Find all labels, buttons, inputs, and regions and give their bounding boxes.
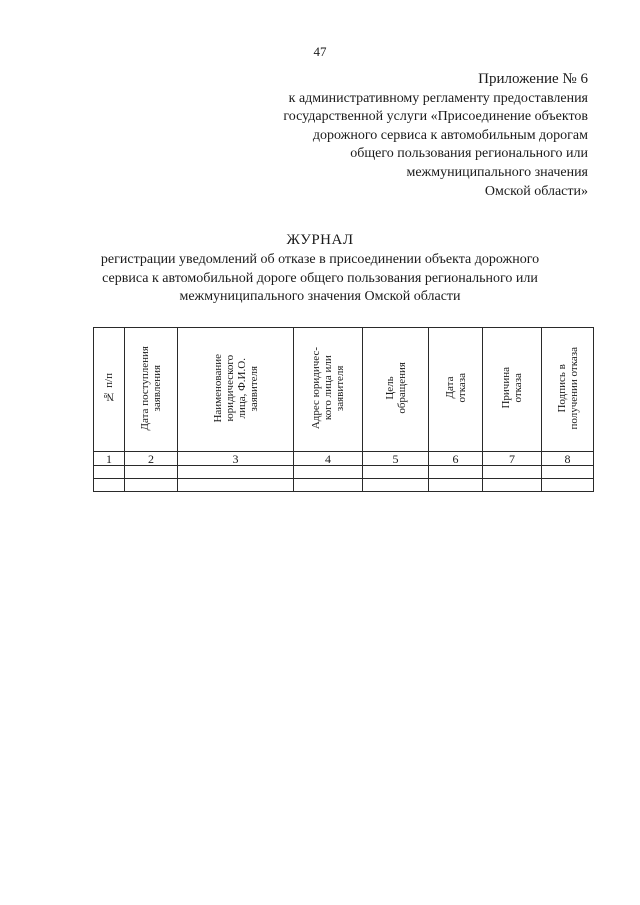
table-header-row	[94, 328, 594, 452]
table-cell	[178, 466, 294, 479]
column-number-cell: 2	[125, 452, 178, 466]
appendix-line: межмуниципального значения	[406, 164, 588, 180]
column-number-cell: 4	[294, 452, 363, 466]
table-cell	[125, 479, 178, 492]
table-cell	[125, 466, 178, 479]
table-cell	[483, 466, 542, 479]
table-cell	[178, 479, 294, 492]
table-header-cell	[429, 328, 483, 452]
table-cell	[294, 479, 363, 492]
appendix-block	[228, 70, 588, 201]
table-header-cell	[94, 328, 125, 452]
column-number-cell: 7	[483, 452, 542, 466]
header-number: № п/п	[103, 373, 115, 403]
table-cell	[94, 466, 125, 479]
journal-subtitle-line: межмуниципального значения Омской области	[179, 289, 461, 305]
table-cell	[94, 479, 125, 492]
header-refusal-reason: Причина отказа	[500, 367, 524, 409]
appendix-line: дорожного сервиса к автомобильным дорогам	[312, 127, 588, 143]
table-header-cell	[294, 328, 363, 452]
table-row	[94, 466, 594, 479]
header-purpose: Цель обращения	[383, 362, 408, 414]
page-number: 47	[313, 44, 327, 59]
journal-subtitle-line: сервиса к автомобильной дороге общего пользования регионального или	[102, 270, 538, 286]
table-cell	[542, 479, 594, 492]
table-cell	[363, 466, 429, 479]
appendix-line: общего пользования регионального или	[350, 146, 588, 162]
table-cell	[483, 479, 542, 492]
appendix-title: Приложение № 6	[478, 71, 588, 87]
journal-heading: ЖУРНАЛ	[286, 232, 354, 248]
header-applicant-address: Адрес юридичес- кого лица или заявителя	[310, 346, 346, 430]
column-number-cell: 5	[363, 452, 429, 466]
table-header-cell	[125, 328, 178, 452]
appendix-line: к административному регламенту предоставления	[288, 90, 588, 106]
table-header-cell	[542, 328, 594, 452]
table-header-cell	[363, 328, 429, 452]
table-header-cell	[483, 328, 542, 452]
table-cell	[294, 466, 363, 479]
table-cell	[429, 479, 483, 492]
table-cell	[363, 479, 429, 492]
table-cell	[542, 466, 594, 479]
table-cell	[429, 466, 483, 479]
column-number-cell: 6	[429, 452, 483, 466]
header-receipt-date: Дата поступления заявления	[139, 345, 163, 431]
column-number-cell: 8	[542, 452, 594, 466]
journal-subtitle	[70, 251, 570, 307]
appendix-line: государственной услуги «Присоединение объектов	[283, 109, 588, 125]
header-applicant-name: Наименование юридического лица, Ф.И.О. заявителя	[211, 353, 260, 423]
header-signature: Подпись в получении отказа	[555, 346, 580, 430]
table-header-cell	[178, 328, 294, 452]
column-number-cell: 3	[178, 452, 294, 466]
table-row	[94, 479, 594, 492]
appendix-line: Омской области»	[484, 183, 588, 199]
journal-table	[93, 327, 594, 492]
journal-subtitle-line: регистрации уведомлений об отказе в присоединении объекта дорожного	[100, 252, 540, 267]
column-number-cell: 1	[94, 452, 125, 466]
table-column-number-row	[94, 452, 594, 466]
header-refusal-date: Дата отказа	[443, 373, 468, 403]
